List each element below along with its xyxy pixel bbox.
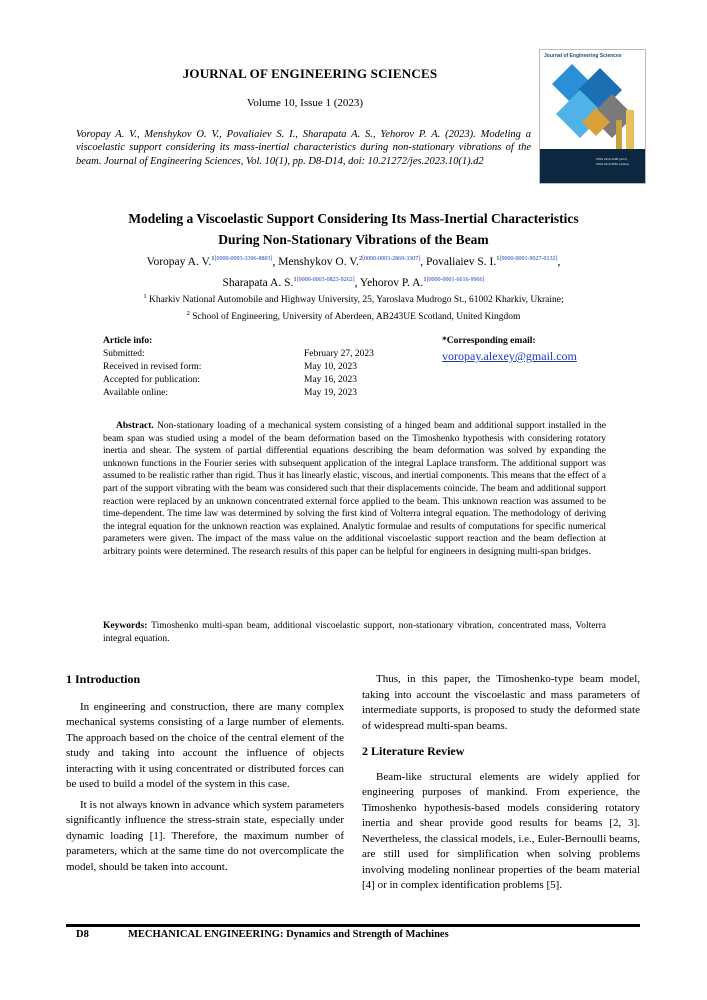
cover-issn-print: ISSN 2312-2498 (print) [596, 157, 627, 161]
orcid-link[interactable]: [0000-0003-3396-8803] [214, 256, 273, 262]
abstract-text: Non-stationary loading of a mechanical system consisting of a hinged beam and additional support installed in the beam span was studied using a model of the beam deformation based on the Timoshenko hypothesis with considering rotatory inertia and shear. The system of partial differential equations describing the beam deformation was solved by expanding the unknown functions in the Fourier series with subsequent application of the integral Laplace transform. The additional support was assumed to be realistic rather than rigid. Thus it has linearly elastic, viscous, and inertial components. This means that the effect of a part of the support vibrating with the beam was considered such that their displacements coincide. The beam and additional support reaction were replaced by an unknown concentrated external force applied to the beam. This unknown reaction was assumed to be time-dependent. The time law was determined by solving the first kind of Volterra integral equation. The methodology of deriving the integral equation for the unknown reaction was explained. Analytic formulae and results of computations for specific numerical parameters were given. The impact of the mass value on the additional viscoelastic support reaction and the beam deflection at arbitrary points were determined. The research results of this paper can be helpful for engineers in designing multi-span bridges. [103, 421, 606, 557]
cover-title: Journal of Engineering Sciences [544, 53, 622, 59]
author-name: Sharapata A. S. [222, 276, 294, 289]
footer-section-title: MECHANICAL ENGINEERING: Dynamics and Strength of Machines [128, 929, 449, 940]
author-affil-sup: 1 [211, 255, 215, 262]
author-name: Yehorov P. A. [359, 276, 424, 289]
cover-footer-band [540, 149, 645, 183]
orcid-link[interactable]: [0000-0001-6616-9966] [426, 276, 485, 283]
abstract-label: Abstract. [116, 421, 154, 431]
paper-title-line2: During Non-Stationary Vibrations of the Beam [218, 232, 489, 247]
info-value: May 16, 2023 [304, 375, 358, 385]
info-label: Received in revised form: [103, 362, 202, 372]
author-name: Menshykov O. V. [278, 255, 359, 268]
orcid-link[interactable]: [0000-0001-9027-0132] [499, 256, 558, 262]
affiliation-sup: 2 [186, 310, 190, 318]
paper-title [70, 208, 637, 250]
info-label: Available online: [103, 388, 168, 398]
affiliation-sup: 1 [143, 293, 147, 300]
journal-cover-image [539, 49, 646, 184]
author-separator: , [354, 276, 360, 289]
info-value: May 10, 2023 [304, 362, 358, 372]
orcid-link[interactable]: [0000-0003-2869-3307] [362, 256, 421, 262]
abstract [103, 420, 606, 559]
journal-title: JOURNAL OF ENGINEERING SCIENCES [182, 66, 438, 81]
author-name: Povaliaiev S. I. [425, 255, 497, 268]
author-affil-sup: 1 [496, 255, 500, 262]
keywords-label: Keywords: [103, 621, 148, 631]
paper-title-line1: Modeling a Viscoelastic Support Considering Its Mass-Inertial Characteristics [128, 211, 579, 226]
author-affil-sup: 2 [358, 255, 363, 262]
keywords-text: Timoshenko multi-span beam, additional viscoelastic support, non-stationary vibration, concentrated mass, Volterra integral equation. [103, 621, 606, 644]
citation: Voropay A. V., Menshykov O. V., Povaliaiev S. I., Sharapata A. S., Yehorov P. A. (2023). Modeling a viscoelastic support considering its mass-inertial characteristics during non-stationary vibrations of the beam. Journal of Engineering Sciences, Vol. 10(1), pp. D8-D14, doi: 10.21272/jes.2023.10(1).d2 [76, 129, 531, 167]
affiliation-2 [70, 307, 637, 324]
affiliation-1 [70, 290, 637, 307]
right-paragraph-1: Thus, in this paper, the Timoshenko-type beam model, taking into account the viscoelastic and mass parameters of intermediate supports, is proposed to study the deformed state of widespread multi-span beams. [362, 673, 640, 732]
author-list [70, 250, 637, 292]
affiliations [70, 290, 637, 324]
info-label: Accepted for publication: [103, 375, 201, 385]
cover-issn-online: ISSN 2414-9381 (online) [596, 162, 630, 166]
affiliation-text: School of Engineering, University of Aberdeen, AB243UE Scotland, United Kingdom [192, 312, 521, 323]
author-name: Voropay A. V. [146, 255, 212, 268]
corresponding-email-heading: *Corresponding email: [442, 336, 536, 346]
corresponding-email-link[interactable]: voropay.alexey@gmail.com [442, 349, 577, 363]
article-info-row [103, 388, 423, 401]
section-heading-introduction: 1 Introduction [66, 672, 141, 686]
author-affil-sup: 1 [293, 275, 297, 283]
author-separator: , [272, 255, 279, 268]
volume-issue: Volume 10, Issue 1 (2023) [246, 97, 364, 109]
info-value: February 27, 2023 [304, 349, 374, 359]
page-code: D8 [76, 929, 89, 940]
article-info-heading: Article info: [103, 336, 153, 346]
left-column [66, 672, 344, 880]
intro-paragraph-1: In engineering and construction, there are many complex mechanical systems consisting of a large number of elements. The approach based on the choice of the central element of the study and taking into account the influence of objects interacting with it using concentrated or distributed forces can be used to build a model of the system in this case. [66, 700, 344, 790]
intro-paragraph-2: It is not always known in advance which system parameters significantly influence the stress-strain state, especially under dynamic loading [1]. Therefore, the maximum number of parameters, which at the same time do not overcomplicate the model, should be taken into account. [66, 798, 344, 873]
info-label: Submitted: [103, 349, 145, 359]
keywords [103, 620, 606, 645]
section-heading-literature: 2 Literature Review [362, 744, 465, 758]
orcid-link[interactable]: [0000-0003-0823-9262] [296, 276, 355, 283]
article-info-row [103, 349, 423, 362]
literature-paragraph-1: Beam-like structural elements are widely applied for engineering purposes of mankind. From experience, the Timoshenko hypothesis-based models considering rotatory inertia and shear provide good results for beams [2, 3]. Nevertheless, the classical models, i.e., Euler-Bernoulli beams, are still used for simplification when solving problems involving modeling nonlinear properties of the beam material [4] or in complex identification problems [5]. [362, 770, 640, 891]
footer-rule [66, 924, 640, 927]
affiliation-text: Kharkiv National Automobile and Highway University, 25, Yaroslava Mudrogo St., 61002 Kharkiv, Ukraine; [149, 295, 564, 306]
author-affil-sup: 1 [423, 275, 427, 283]
author-separator: , [557, 255, 561, 268]
article-info-row [103, 375, 423, 388]
right-column [362, 672, 640, 899]
article-info-row [103, 362, 423, 375]
info-value: May 19, 2023 [304, 388, 358, 398]
author-separator: , [420, 255, 426, 268]
